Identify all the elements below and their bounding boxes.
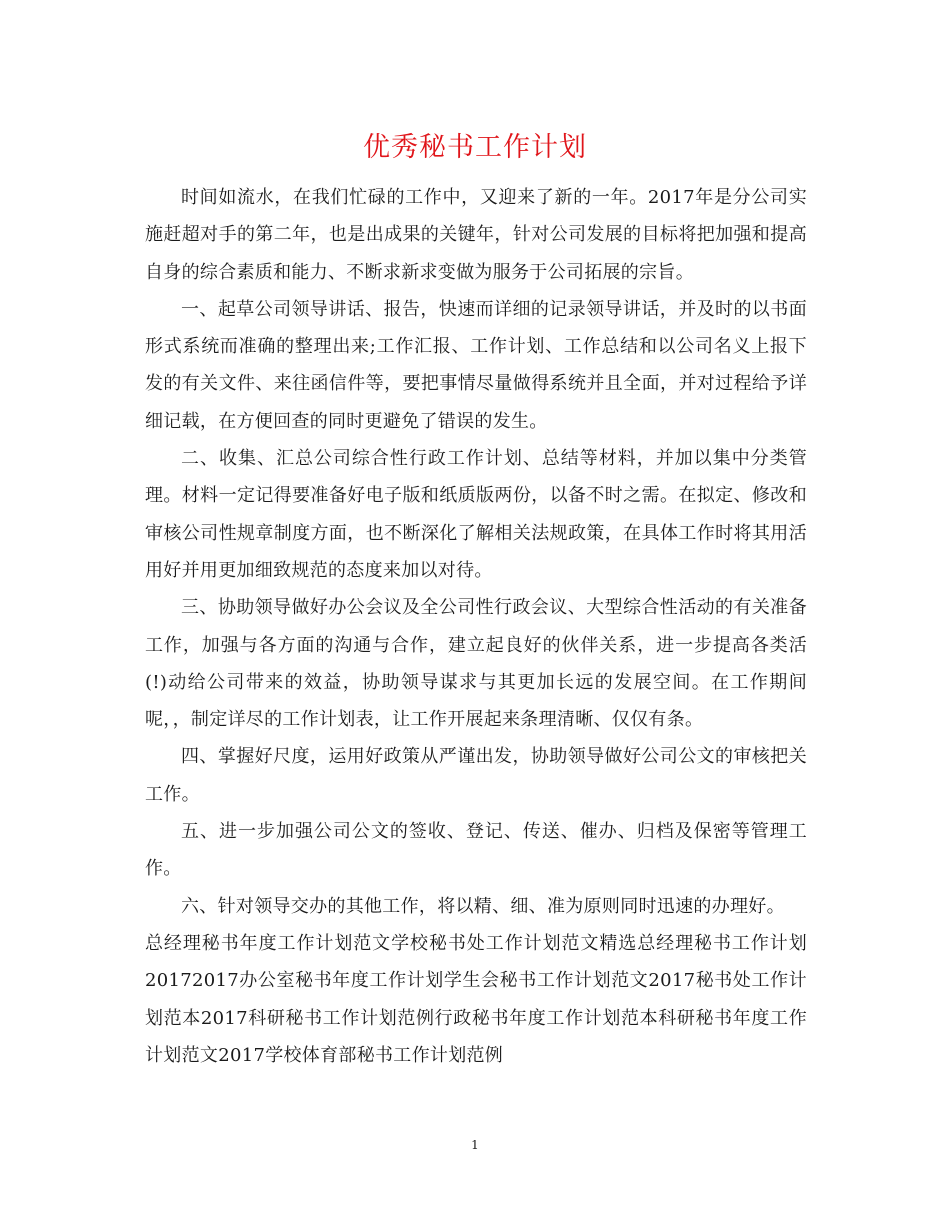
item-paragraph-3: 三、协助领导做好办公会议及全公司性行政会议、大型综合性活动的有关准备工作，加强与各方面的沟通与合作，建立起良好的伙伴关系，进一步提高各类活(!)动给公司带来的效益，协助领导谋求与其更加长远的发展空间。在工作期间呢，，制定详尽的工作计划表，让工作开展起来条理清晰、仅仅有条。 — [145, 597, 807, 731]
item-paragraph-2: 二、收集、汇总公司综合性行政工作计划、总结等材料，并加以集中分类管理。材料一定记得要准备好电子版和纸质版两份，以备不时之需。在拟定、修改和审核公司性规章制度方面，也不断深化了解相关法规政策，在具体工作时将其用活用好并用更加细致规范的态度来加以对待。 — [145, 448, 807, 581]
related-links-text: 总经理秘书年度工作计划范文学校秘书处工作计划范文精选总经理秘书工作计划20172017办公室秘书年度工作计划学生会秘书工作计划范文2017秘书处工作计划范本2017科研秘书工作计划范例行政秘书年度工作计划范本科研秘书年度工作计划范文2017学校体育部秘书工作计划范例 — [145, 932, 807, 1066]
item-paragraph-6: 六、针对领导交办的其他工作，将以精、细、准为原则同时迅速的办理好。 — [181, 895, 785, 917]
intro-paragraph: 时间如流水，在我们忙碌的工作中，又迎来了新的一年。2017年是分公司实施赶超对手的第二年，也是出成果的关键年，针对公司发展的目标将把加强和提高自身的综合素质和能力、不断求新求变做为服务于公司拓展的宗旨。 — [145, 187, 807, 283]
item-paragraph-5: 五、进一步加强公司公文的签收、登记、传送、催办、归档及保密等管理工作。 — [145, 821, 807, 880]
item-paragraph-1: 一、起草公司领导讲话、报告，快速而详细的记录领导讲话，并及时的以书面形式系统而准确的整理出来;工作汇报、工作计划、工作总结和以公司名义上报下发的有关文件、来往函信件等，要把事情尽量做得系统并且全面，并对过程给予详细记载，在方便回查的同时更避免了错误的发生。 — [145, 298, 807, 432]
document-body — [145, 179, 807, 1074]
document-title: 优秀秘书工作计划 — [363, 132, 587, 163]
page-number: 1 — [471, 1138, 479, 1152]
item-paragraph-4: 四、掌握好尺度，运用好政策从严谨出发，协助领导做好公司公文的审核把关工作。 — [145, 746, 807, 805]
